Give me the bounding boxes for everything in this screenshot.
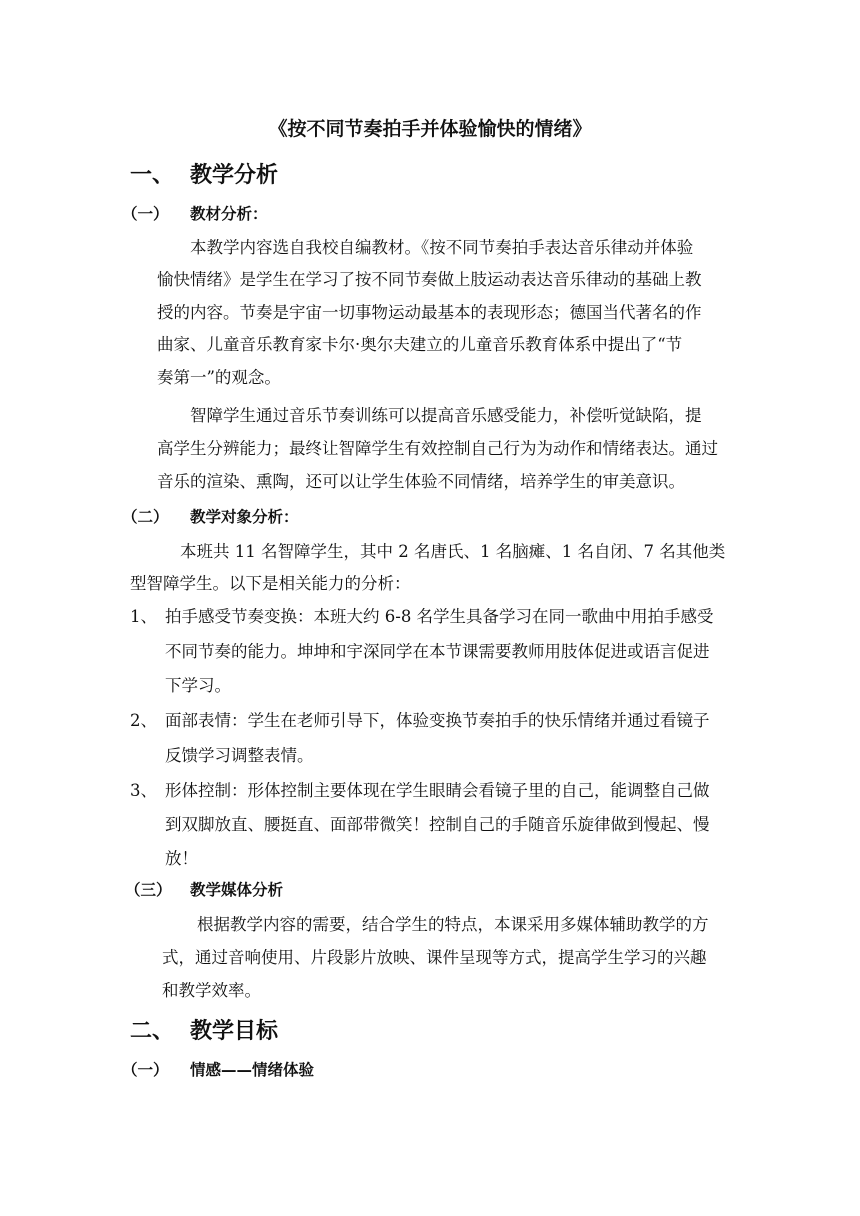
subsection-2-1-heading: 情感——情绪体验	[190, 1061, 315, 1079]
section-2-heading: 教学目标	[190, 1019, 279, 1044]
subsection-1-2-heading: 教学对象分析：	[190, 508, 299, 526]
list-item-line: 不同节奏的能力。坤坤和宇深同学在本节课需要教师用肢体促进或语言促进	[165, 642, 710, 661]
subsection-1-2-number: （二）	[122, 508, 169, 526]
paragraph-line: 本班共 11 名智障学生，其中 2 名唐氏、1 名脑瘫、1 名自闭、7 名其他类	[180, 542, 726, 561]
paragraph-line: 奏第一”的观念。	[157, 368, 281, 387]
section-1-number: 一、	[130, 163, 175, 188]
list-item-line: 下学习。	[165, 676, 231, 695]
list-item-line: 到双脚放直、腰挺直、面部带微笑！控制自己的手随音乐旋律做到慢起、慢	[165, 815, 710, 834]
paragraph-line: 本教学内容选自我校自编教材。《按不同节奏拍手表达音乐律动并体验	[190, 238, 694, 257]
list-item-line: 形体控制：形体控制主要体现在学生眼睛会看镜子里的自己，能调整自己做	[165, 781, 710, 800]
section-2-number: 二、	[130, 1019, 175, 1044]
list-item-line: 反馈学习调整表情。	[165, 746, 314, 765]
paragraph-line: 式，通过音响使用、片段影片放映、课件呈现等方式，提高学生学习的兴趣	[162, 948, 707, 967]
paragraph-line: 曲家、儿童音乐教育家卡尔·奥尔夫建立的儿童音乐教育体系中提出了“节	[157, 335, 683, 354]
list-item-number: 1、	[130, 607, 157, 626]
subsection-1-1-number: （一）	[122, 205, 169, 223]
section-1-heading: 教学分析	[190, 163, 279, 188]
paragraph-line: 愉快情绪》是学生在学习了按不同节奏做上肢运动表达音乐律动的基础上教	[157, 270, 702, 289]
subsection-1-3-number: （三）	[125, 881, 172, 899]
paragraph-line: 智障学生通过音乐节奏训练可以提高音乐感受能力，补偿听觉缺陷，提	[190, 406, 702, 425]
subsection-2-1-number: （一）	[122, 1061, 169, 1079]
paragraph-line: 授的内容。节奏是宇宙一切事物运动最基本的表现形态；德国当代著名的作	[157, 303, 702, 322]
list-item-line: 拍手感受节奏变换：本班大约 6-8 名学生具备学习在同一歌曲中用拍手感受	[165, 607, 714, 626]
document-title: 《按不同节奏拍手并体验愉快的情绪》	[268, 118, 592, 140]
subsection-1-1-heading: 教材分析：	[190, 205, 268, 223]
list-item-number: 2、	[130, 711, 157, 730]
paragraph-line: 根据教学内容的需要，结合学生的特点，本课采用多媒体辅助教学的方	[197, 915, 709, 934]
paragraph-line: 型智障学生。以下是相关能力的分析：	[130, 574, 411, 593]
paragraph-line: 和教学效率。	[162, 981, 261, 1000]
paragraph-line: 高学生分辨能力；最终让智障学生有效控制自己行为为动作和情绪表达。通过	[157, 439, 718, 458]
list-item-line: 放！	[165, 849, 198, 868]
subsection-1-3-heading: 教学媒体分析	[190, 881, 284, 899]
list-item-number: 3、	[130, 781, 157, 800]
paragraph-line: 音乐的渲染、熏陶，还可以让学生体验不同情绪，培养学生的审美意识。	[157, 472, 685, 491]
list-item-line: 面部表情：学生在老师引导下，体验变换节奏拍手的快乐情绪并通过看镜子	[165, 711, 710, 730]
